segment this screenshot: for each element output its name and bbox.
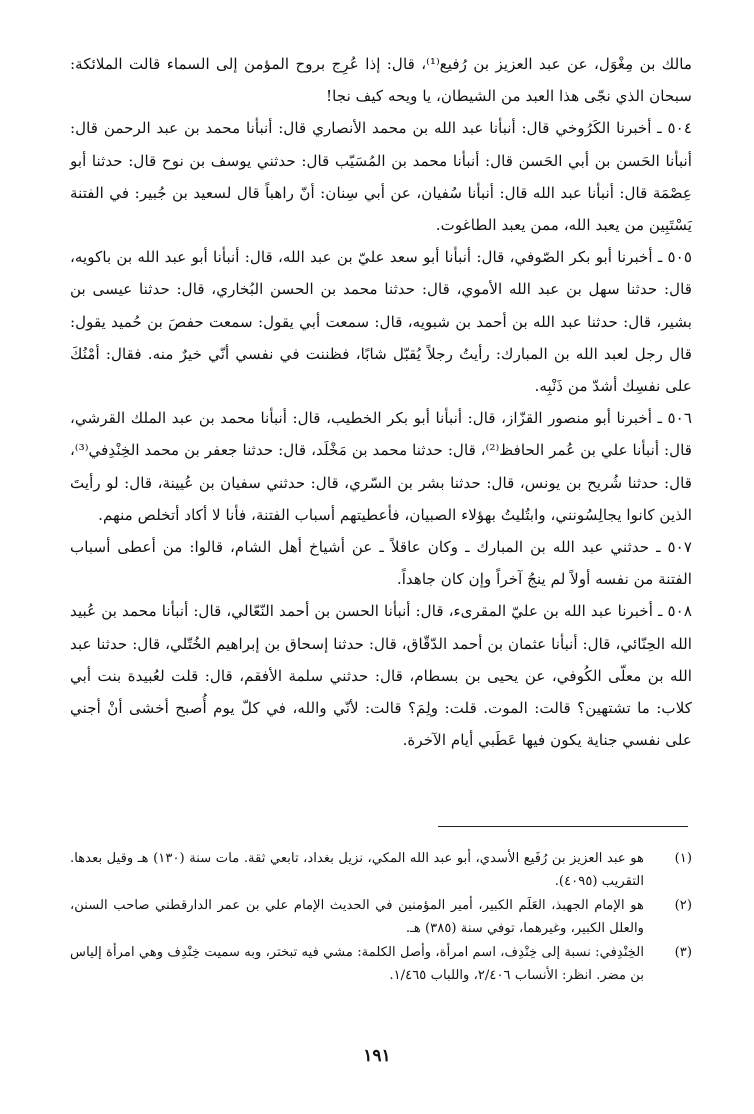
footnote-item: [70, 942, 692, 987]
paragraph-505: ٥٠٥ ـ أخبرنا أبو بكر الصّوفي، قال: أنبأنا أبو سعد عليّ بن عبد الله، قال: أنبأنا أبو عبد الله بن باكويه، قال: حدثنا سهل بن عبد الله الأموي، قال: حدثنا محمد بن الحسن البُخاري، قال: حدثنا عيسى بن بشير، قال: حدثنا عبد الله بن أحمد بن شبويه، قال: سمعت أبي يقول: سمعت حفصَ بن حُميد يقول: قال رجل لعبد الله بن المبارك: رأيتُ رجلاً يُقبّل شابًا، فظننت في نفسي أنّي خيرٌ منه. فقال: أمْنُكَ على نفسِك أشدّ من ذَنْبِه.: [70, 248, 692, 396]
footnote-item: [70, 848, 692, 893]
footnote-divider: [438, 826, 688, 827]
paragraph-continuation: مالك بن مِغْوَل، عن عبد العزيز بن رُفيع⁽¹⁾، قال: إذا عُرِج بروح المؤمن إلى السماء قالت الملائكة: سبحان الذي نجّى هذا العبد من الشيطان، يا ويحه كيف نجا!: [70, 55, 692, 106]
footnote-number: (٣): [674, 945, 692, 961]
footnote-number: (١): [674, 851, 692, 866]
paragraph-508: ٥٠٨ ـ أخبرنا عبد الله بن عليّ المقرىء، قال: أنبأنا الحسن بن أحمد النّعّالي، قال: أنبأنا محمد بن عُبيد الله الحِنّائي، قال: أنبأنا عثمان بن أحمد الدّقّاق، قال: حدثنا إسحاق بن إبراهيم الخُتّلي، قال: حدثنا عبد الله بن معلّى الكُوفي، عن يحيى بن بسطام، قال: حدثني سلمة الأفقم، قال: قلت لعُبيدة بنت أبي كلاب: ما تشتهين؟ قالت: الموت. قلت: ولِمَ؟ قالت: لأنّي والله، في كلّ يوم أُصبح أخشى أنْ أجني على نفسي جناية يكون فيها عَطَبي أيام الآخرة.: [70, 602, 692, 750]
paragraph-504: ٥٠٤ ـ أخبرنا الكَرُوخي قال: أنبأنا عبد الله بن محمد الأنصاري قال: أنبأنا محمد بن عبد الرحمن قال: أنبأنا الحَسن بن أبي الحَسن قال: أنبأنا محمد بن المُسَيّب قال: حدثني يوسف بن نوح قال: حدثنا أبو عِصْمَة قال: أنبأنا عبد الله قال: أنبأنا سُفيان، عن أبي سِنان: أنّ راهباً قال لسعيد بن جُبير: في الفتنة يَسْتَبِين من يعبد الله، ممن يعبد الطاغوت.: [70, 119, 692, 235]
main-text-body: [70, 48, 692, 756]
footnote-text: هو عبد العزيز بن رُفَيع الأسدي، أبو عبد الله المكي، نزيل بغداد، تابعي ثقة. مات سنة (١٣٠) هـ وقيل بعدها. التقريب (٤٠٩٥).: [70, 851, 644, 889]
paragraph-506: ٥٠٦ ـ أخبرنا أبو منصور القزّاز، قال: أنبأنا أبو بكر الخطيب، قال: أنبأنا محمد بن عبد الملك القرشي، قال: أنبأنا علي بن عُمر الحافظ⁽²⁾، قال: حدثنا محمد بن مَخْلَد، قال: حدثنا جعفر بن محمد الخِنْدِفي⁽³⁾، قال: حدثنا شُريح بن يونس، قال: حدثنا بشر بن السّري، قال: حدثني سفيان بن عُيينة، قال: لو رأيتَ الذين كانوا يجالِسُونني، وابتُليتُ بهؤلاء الصبيان، فأعطيتهم أسباب الفتنة، فأنا لا أكاد أتخلص منهم.: [70, 409, 693, 524]
footnotes: [70, 848, 692, 990]
footnote-text: الخِنْدِفي: نسبة إلى خِنْدِف، اسم امرأة، وأصل الكلمة: مشي فيه تبختر، وبه سميت خِنْدِف وهي امرأة إلياس بن مضر. انظر: الأنساب ٢/٤٠٦، واللباب ١/٤٦٥.: [70, 945, 644, 983]
footnote-number: (٢): [674, 898, 692, 914]
footnote-text: هو الإمام الجهبذ، العَلَم الكبير، أمير المؤمنين في الحديث الإمام علي بن عمر الدارقطني صاحب السنن، والعلل الكبير، وغيرهما، توفي سنة (٣٨٥) هـ.: [70, 898, 644, 936]
page-number: ١٩١: [363, 1046, 391, 1066]
footnote-item: [70, 895, 692, 940]
paragraph-507: ٥٠٧ ـ حدثني عبد الله بن المبارك ـ وكان عاقلاً ـ عن أشياخ أهل الشام، قالوا: من أعطى أسباب الفتنة من نفسه أولاً لم ينجُ آخراً وإن كان جاهداً.: [70, 538, 692, 589]
